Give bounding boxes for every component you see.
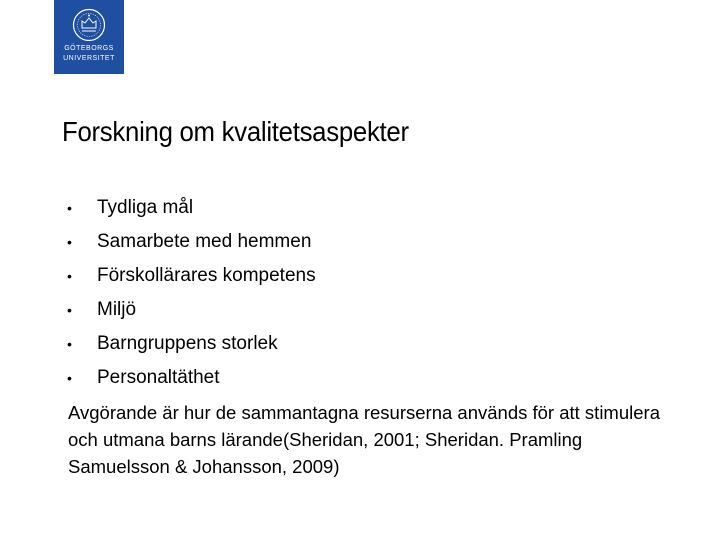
list-item	[67, 297, 316, 331]
bullet-icon: •	[67, 268, 72, 284]
bullet-icon: •	[67, 234, 72, 250]
list-item	[67, 263, 316, 297]
bullet-icon: •	[67, 200, 72, 216]
list-item	[67, 229, 316, 263]
university-logo	[54, 0, 124, 74]
bullet-icon: •	[67, 336, 72, 352]
list-item	[67, 331, 316, 365]
bullet-text: Barngruppens storlek	[97, 333, 278, 354]
logo-text-line2: UNIVERSITET	[63, 55, 115, 62]
summary-paragraph: Avgörande är hur de sammantagna resurserna används för att stimulera och utmana barns lärande(Sheridan, 2001; Sheridan. Pramling Samuelsson & Johansson, 2009)	[68, 402, 660, 477]
bullet-icon: •	[67, 302, 72, 318]
bullet-icon: •	[67, 370, 72, 386]
slide-title: Forskning om kvalitetsaspekter	[62, 116, 409, 147]
bullet-text: Förskollärares kompetens	[97, 265, 316, 286]
bullet-text: Personaltäthet	[97, 367, 220, 388]
logo-text-line1: GÖTEBORGS	[64, 45, 114, 52]
university-seal-icon	[72, 8, 106, 42]
bullet-text: Miljö	[97, 299, 137, 320]
bullet-list	[67, 195, 316, 399]
bullet-text: Samarbete med hemmen	[97, 231, 312, 252]
list-item	[67, 365, 316, 399]
bullet-text: Tydliga mål	[97, 197, 194, 218]
list-item	[67, 195, 316, 229]
